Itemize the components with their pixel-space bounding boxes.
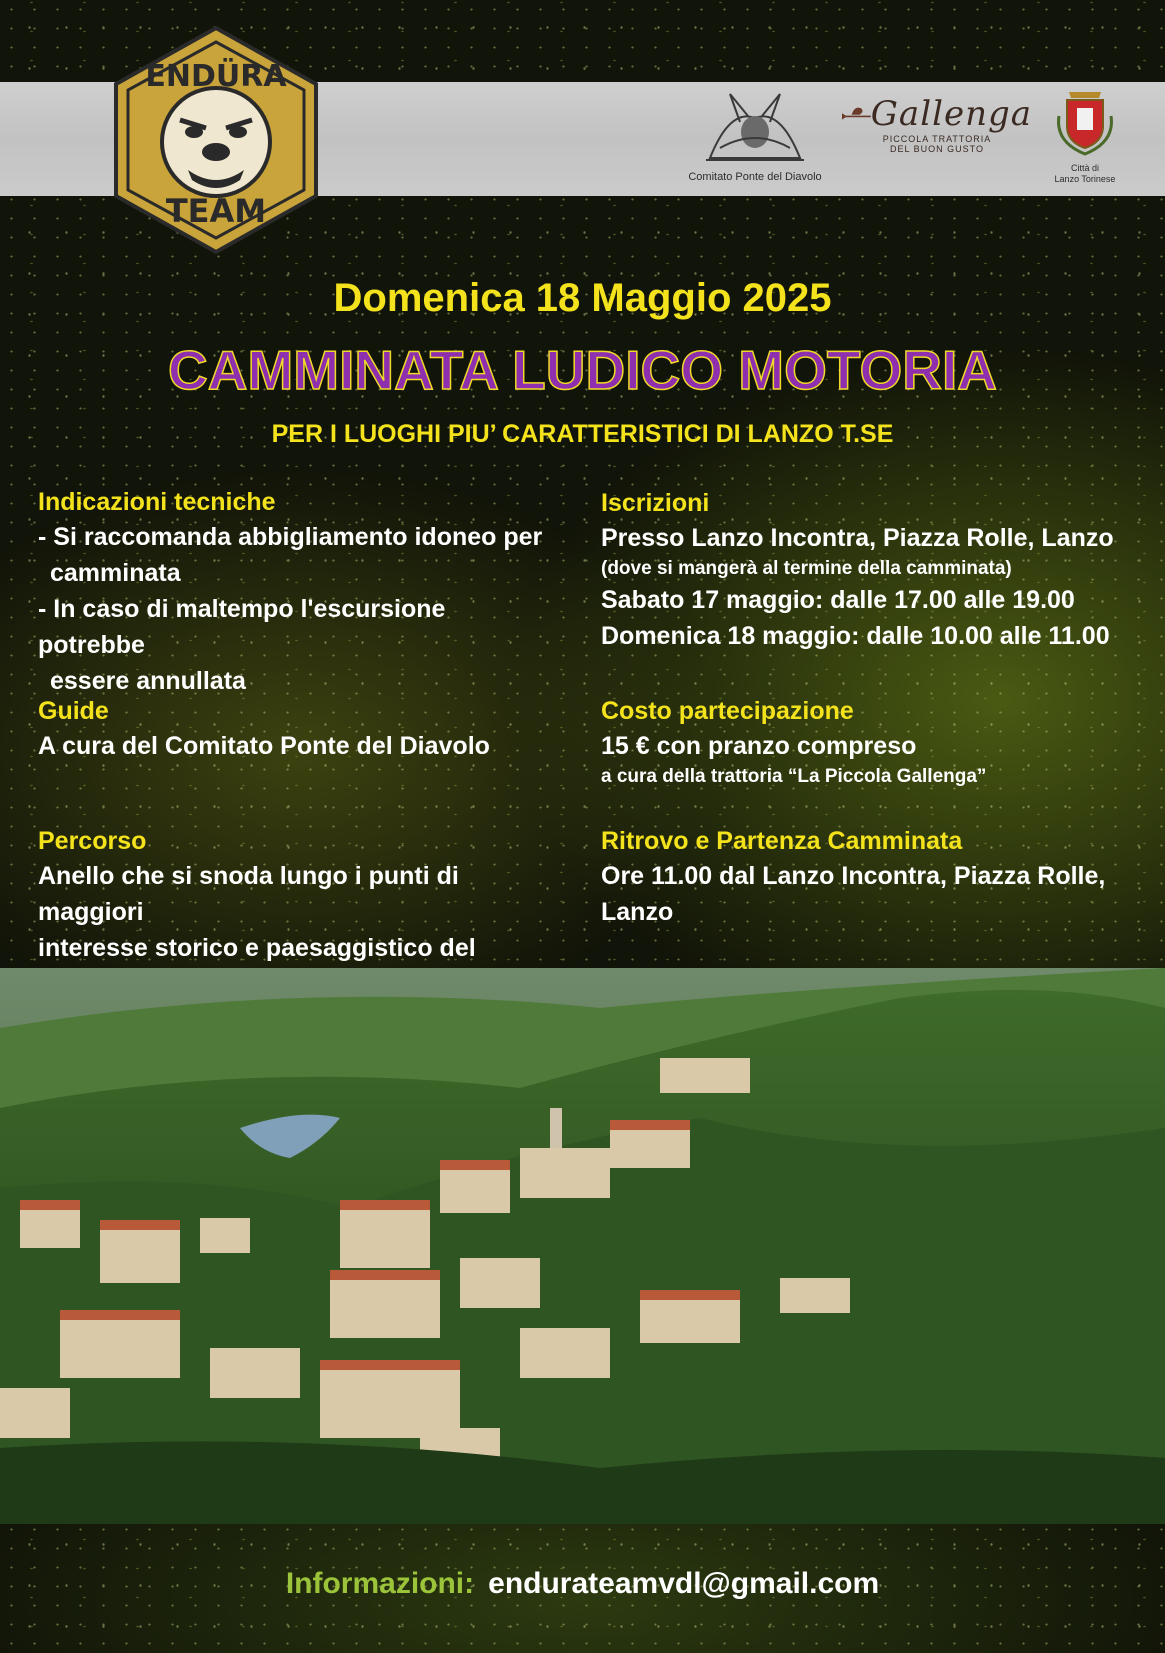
route-line: Anello che si snoda lungo i punti di maggiori	[38, 862, 459, 926]
route-heading: Percorso	[38, 827, 147, 855]
cost-heading: Costo partecipazione	[601, 697, 854, 725]
info-footer	[0, 1567, 1165, 1601]
cost-price: 15 € con pranzo compreso	[601, 732, 917, 760]
partner-comitato-name: Comitato Ponte del Diavolo	[688, 171, 822, 183]
guide-heading: Guide	[38, 697, 109, 725]
signup-sunday: Domenica 18 maggio: dalle 10.00 alle 11.00	[601, 622, 1110, 650]
signup-heading: Iscrizioni	[601, 489, 710, 517]
signup-place: Presso Lanzo Incontra, Piazza Rolle, Lanzo	[601, 524, 1114, 552]
technical-line: - Si raccomanda abbigliamento idoneo per	[38, 523, 543, 551]
route-line: interesse storico e paesaggistico del	[38, 934, 476, 962]
section-signup	[601, 486, 1114, 654]
technical-line: camminata	[50, 559, 181, 587]
info-email[interactable]: endurateamvdl@gmail.com	[488, 1567, 880, 1600]
info-label: Informazioni:	[285, 1567, 475, 1600]
city-coat-of-arms-icon	[1055, 86, 1115, 158]
section-meeting	[601, 824, 1161, 930]
partner-lanzo-name: Città di Lanzo Torinese	[1054, 163, 1116, 184]
partner-comitato	[680, 88, 830, 183]
town-photo	[0, 968, 1165, 1524]
gallenga-subtitle: PICCOLA TRATTORIA DEL BUON GUSTO	[882, 134, 992, 154]
section-technical	[38, 485, 558, 699]
signup-note: (dove si mangerà al termine della camminata)	[601, 558, 1012, 579]
partner-lanzo	[1040, 86, 1130, 185]
technical-line: essere annullata	[50, 667, 246, 695]
cost-note: a cura della trattoria “La Piccola Gallenga”	[601, 766, 987, 787]
meeting-heading: Ritrovo e Partenza Camminata	[601, 827, 963, 855]
endura-team-logo	[110, 24, 322, 256]
devil-statue-icon	[700, 88, 810, 166]
event-date: Domenica 18 Maggio 2025	[333, 276, 832, 320]
technical-line: - In caso di maltempo l'escursione potrebbe	[38, 595, 446, 659]
guide-text: A cura del Comitato Ponte del Diavolo	[38, 732, 490, 760]
rooster-weathervane-icon	[842, 99, 871, 129]
logo-text-bottom: TEAM	[165, 192, 267, 230]
meeting-text: Ore 11.00 dal Lanzo Incontra, Piazza Rolle, Lanzo	[601, 862, 1106, 926]
signup-saturday: Sabato 17 maggio: dalle 17.00 alle 19.00	[601, 586, 1075, 614]
partner-gallenga	[842, 94, 1032, 154]
section-guide	[38, 694, 490, 764]
logo-text-top: ENDÜRA	[145, 59, 287, 94]
technical-heading: Indicazioni tecniche	[38, 488, 276, 516]
event-subtitle: PER I LUOGHI PIU’ CARATTERISTICI DI LANZO T.SE	[271, 420, 894, 448]
gallenga-wordmark: Gallenga	[870, 94, 1032, 134]
section-cost	[601, 694, 986, 790]
event-title: CAMMINATA LUDICO MOTORIA	[168, 339, 997, 401]
